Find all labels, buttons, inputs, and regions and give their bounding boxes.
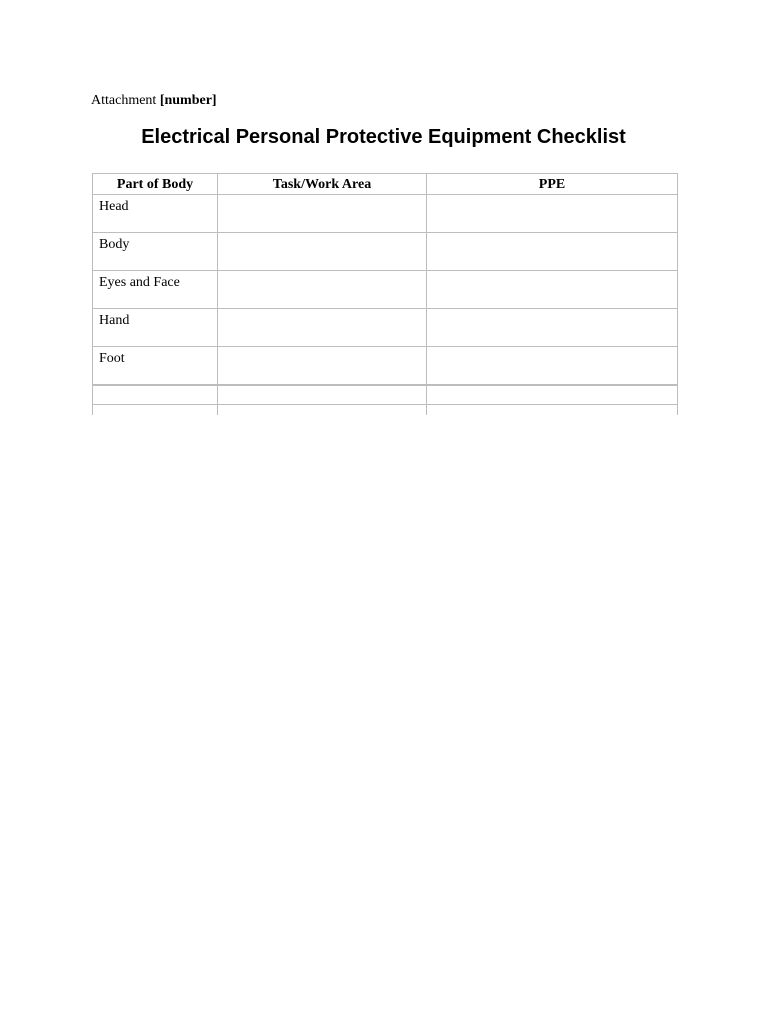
part-of-body-cell: Body [93,233,218,271]
table-row [93,347,678,385]
task-work-area-cell [218,195,427,233]
table-row [93,195,678,233]
part-of-body-cell: Hand [93,309,218,347]
empty-cell [218,405,427,416]
task-work-area-cell [218,271,427,309]
attachment-label: Attachment [91,93,157,108]
document-title: Electrical Personal Protective Equipment Checklist [141,126,626,148]
attachment-line [91,92,217,110]
empty-cell [218,385,427,405]
empty-cell [427,405,678,416]
empty-cell [427,385,678,405]
task-work-area-cell [218,347,427,385]
ppe-cell [427,195,678,233]
blank-table-row [93,385,678,405]
ppe-cell [427,271,678,309]
ppe-cell [427,347,678,385]
table-row [93,233,678,271]
ppe-cell [427,309,678,347]
empty-cell [93,385,218,405]
table-row [93,309,678,347]
attachment-number: [number] [159,93,217,108]
empty-cell [93,405,218,416]
column-header-task-work-area: Task/Work Area [218,174,427,195]
part-of-body-cell: Foot [93,347,218,385]
column-header-part-of-body: Part of Body [93,174,218,195]
task-work-area-cell [218,309,427,347]
ppe-checklist-table [92,173,678,415]
part-of-body-cell: Head [93,195,218,233]
task-work-area-cell [218,233,427,271]
ppe-cell [427,233,678,271]
part-of-body-cell: Eyes and Face [93,271,218,309]
column-header-ppe: PPE [427,174,678,195]
table-header-row [93,174,678,195]
cut-off-table-row [93,405,678,416]
table-row [93,271,678,309]
